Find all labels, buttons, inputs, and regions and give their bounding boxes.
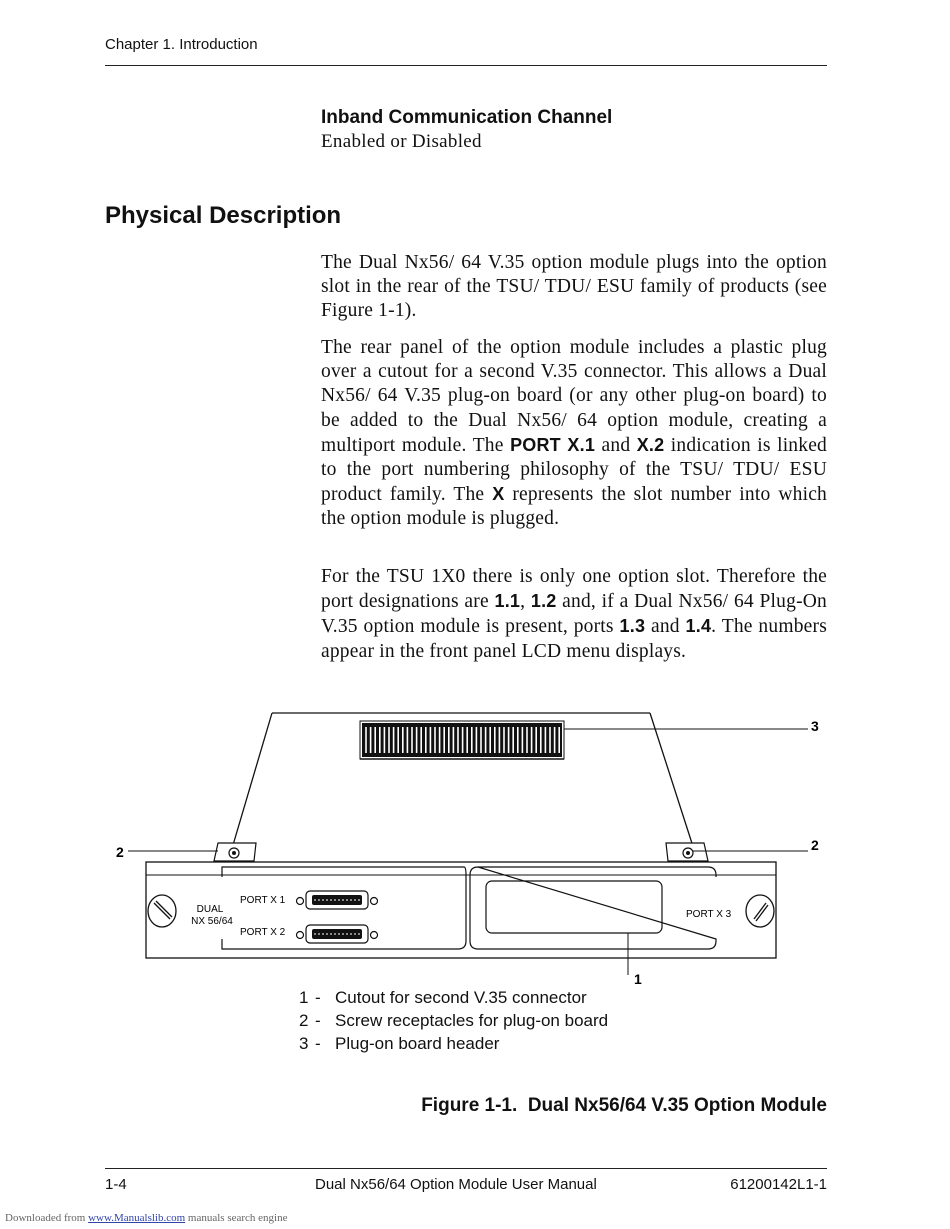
paragraph-1: The Dual Nx56/ 64 V.35 option module plugs into the option slot in the rear of the TSU/ TDU/ ESU family of products (see Figure 1-1). [321,252,827,322]
thumbscrew-left [148,895,176,927]
paragraph-2-text: The rear panel of the option module includes a plastic plug over a cutout for a second V.35 connector. This allows a Dual Nx56/ 64 V.35 plug-on board (or any other plug-on board) to be added to the Dual Nx56/ 64 option module, creating a multiport module. The [321,337,827,456]
download-note-suffix: manuals search engine [185,1212,288,1224]
download-note [5,1212,287,1224]
legend-text: Screw receptacles for plug-on board [335,1011,609,1030]
port-term: 1.3 [619,616,646,637]
footer-part-number: 61200142L1-1 [730,1176,827,1193]
port-x1-label: PORT X 1 [240,895,286,906]
paragraph-3-text: and [645,616,686,638]
paragraph-3 [321,565,827,664]
front-panel [146,862,776,958]
callout-1: 1 [634,971,642,987]
legend-number: 3 [299,1034,309,1053]
legend-item [299,988,587,1008]
figure-caption: Figure 1-1. Dual Nx56/64 V.35 Option Module [421,1095,827,1116]
callout-2-right: 2 [811,837,819,853]
paragraph-2-text: indication is linked to the port numbering philosophy of the TSU/ TDU/ ESU product family. The [321,434,828,506]
header-rule [105,65,827,66]
legend-text: Plug-on board header [335,1034,500,1053]
callout-2-left: 2 [116,844,124,860]
callout-3: 3 [811,718,819,734]
panel-label-model: NX 56/64 [191,916,233,927]
x2-term: X.2 [636,434,665,455]
second-connector-cutout [470,867,716,949]
legend-dash: - [315,988,321,1007]
subsection-heading: Inband Communication Channel [321,107,613,128]
option-module-diagram [100,705,840,990]
legend-dash: - [315,1034,321,1053]
paragraph-2-text: and [595,434,637,456]
port-term: 1.1 [494,591,521,612]
legend-number: 1 [299,988,309,1007]
footer-rule [105,1168,827,1169]
paragraph-3-text: . The numbers appear in the front panel LCD menu displays. [321,616,827,662]
paragraph-3-text: and, if a Dual Nx56/ 64 Plug-On V.35 option module is present, ports [321,591,827,638]
download-note-prefix: Downloaded from [5,1212,89,1224]
legend-item [299,1034,499,1054]
screw-receptacle-left [214,843,256,861]
port-term: 1.4 [685,616,712,637]
panel-label-dual: DUAL [196,904,224,915]
paragraph-3-text: For the TSU 1X0 there is only one option slot. Therefore the port designations are [321,566,827,613]
port-x2-connector [297,925,378,943]
footer-manual-title: Dual Nx56/64 Option Module User Manual [315,1176,597,1193]
port-x2-label: PORT X 2 [240,927,286,938]
running-head: Chapter 1. Introduction [105,36,258,53]
port-x3-label: PORT X 3 [686,909,732,920]
port-x1-term: PORT X.1 [510,434,596,455]
x-term: X [492,484,505,505]
legend-item [299,1011,608,1031]
footer-page-number: 1-4 [105,1176,127,1193]
legend-number: 2 [299,1011,309,1030]
section-heading: Physical Description [105,202,342,229]
paragraph-3-text: , [520,591,531,613]
port-x1-connector [297,891,378,909]
plug-on-board-header [360,721,564,759]
paragraph-2 [321,336,827,532]
thumbscrew-right [746,895,774,927]
screw-receptacle-right [666,843,708,861]
subsection-text: Enabled or Disabled [321,131,482,152]
paragraph-2-text: represents the slot number into which the option module is plugged. [321,484,827,530]
legend-dash: - [315,1011,321,1030]
legend-text: Cutout for second V.35 connector [335,988,587,1007]
port-term: 1.2 [530,591,557,612]
manualslib-link[interactable]: www.Manualslib.com [88,1212,186,1224]
